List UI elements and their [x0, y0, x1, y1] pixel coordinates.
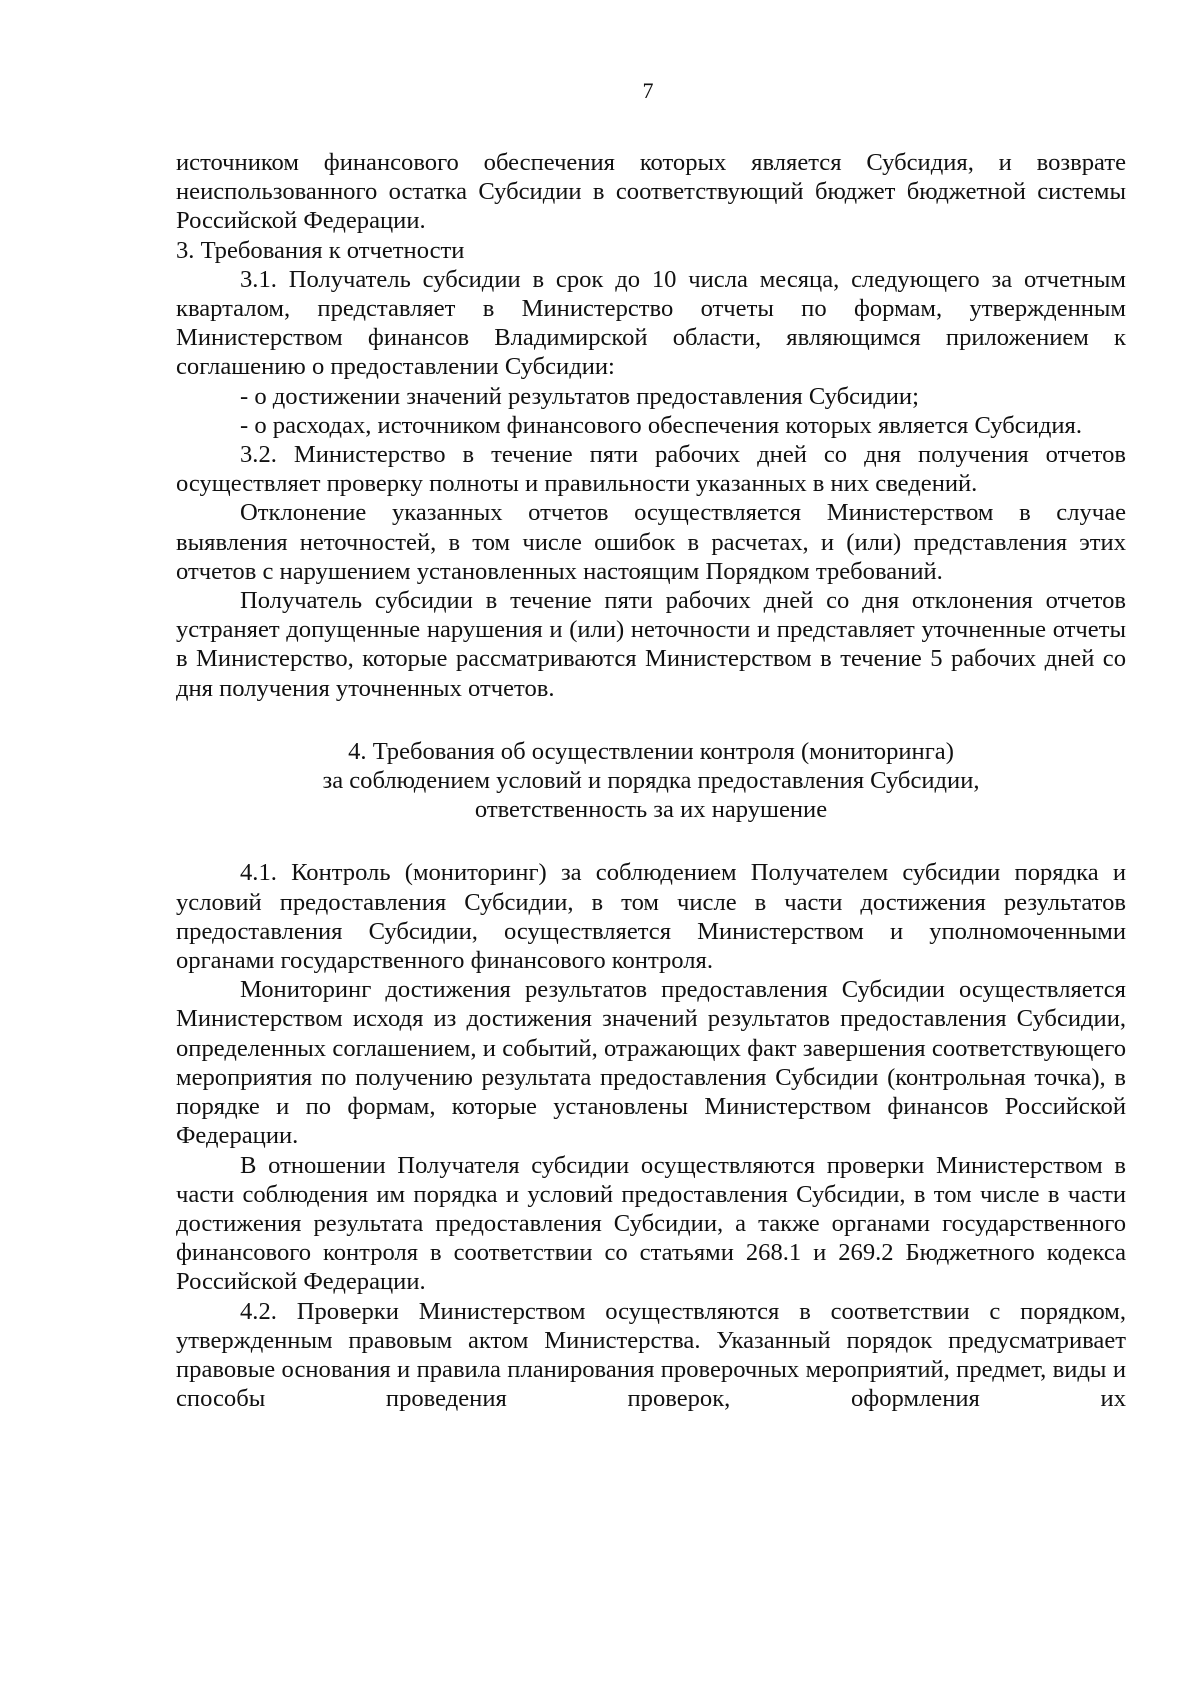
paragraph-3-2: 3.2. Министерство в течение пяти рабочих дней со дня получения отчетов осуществляет проверку полноты и правильности указанных в них сведений.: [176, 441, 1126, 498]
paragraph-3-2-correction: Получатель субсидии в течение пяти рабочих дней со дня отклонения отчетов устраняет допущенные нарушения и (или) неточности и представляет уточненные отчеты в Министерство, которые рассматриваются Министерством в течение 5 рабочих дней со дня получения уточненных отчетов.: [176, 587, 1126, 702]
document-body: [176, 148, 1126, 1413]
paragraph-4-2: 4.2. Проверки Министерством осуществляются в соответствии с порядком, утвержденным правовым актом Министерства. Указанный порядок предусматривает правовые основания и правила планирования проверочных мероприятий, предмет, виды и способы проведения проверок, оформления их: [176, 1297, 1126, 1413]
page-number: 7: [642, 78, 654, 103]
paragraph-3-1: 3.1. Получатель субсидии в срок до 10 числа месяца, следующего за отчетным кварталом, представляет в Министерство отчеты по формам, утвержденным Министерством финансов Владимирской области, являющимся приложением к соглашению о предоставлении Субсидии:: [176, 265, 1126, 381]
paragraph-4-1-monitoring: Мониторинг достижения результатов предоставления Субсидии осуществляется Министерством исходя из достижения значений результатов предоставления Субсидии, определенных соглашением, и событий, отражающих факт завершения соответствующего мероприятия по получению результата предоставления Субсидии (контрольная точка), в порядке и по формам, которые установлены Министерством финансов Российской Федерации.: [176, 976, 1126, 1150]
paragraph-3-2-rejection: Отклонение указанных отчетов осуществляется Министерством в случае выявления неточностей, в том числе ошибок в расчетах, и (или) представления этих отчетов с нарушением установленных настоящим Порядком требований.: [176, 499, 1126, 585]
section-3-heading: 3. Требования к отчетности: [176, 236, 465, 264]
paragraph-4-1: 4.1. Контроль (мониторинг) за соблюдением Получателем субсидии порядка и условий предоставления Субсидии, в том числе в части достижения результатов предоставления Субсидии, осуществляется Министерством и уполномоченными органами государственного финансового контроля.: [176, 859, 1126, 975]
paragraph-4-1-inspections: В отношении Получателя субсидии осуществляются проверки Министерством в части соблюдения им порядка и условий предоставления Субсидии, в том числе в части достижения результата предоставления Субсидии, а также органами государственного финансового контроля в соответствии со статьями 268.1 и 269.2 Бюджетного кодекса Российской Федерации.: [176, 1151, 1126, 1296]
section-4-heading-line-2: за соблюдением условий и порядка предоставления Субсидии,: [322, 767, 980, 795]
section-4-heading: [176, 737, 1126, 825]
list-item-2: - о расходах, источником финансового обеспечения которых является Субсидия.: [240, 411, 1082, 439]
paragraph-continuation: источником финансового обеспечения которых является Субсидия, и возврате неиспользованного остатка Субсидии в соответствующий бюджет бюджетной системы Российской Федерации.: [176, 149, 1126, 235]
section-4-heading-line-1: 4. Требования об осуществлении контроля (мониторинга): [348, 737, 954, 765]
list-item-1: - о достижении значений результатов предоставления Субсидии;: [240, 382, 919, 410]
section-4-heading-line-3: ответственность за их нарушение: [474, 796, 828, 824]
